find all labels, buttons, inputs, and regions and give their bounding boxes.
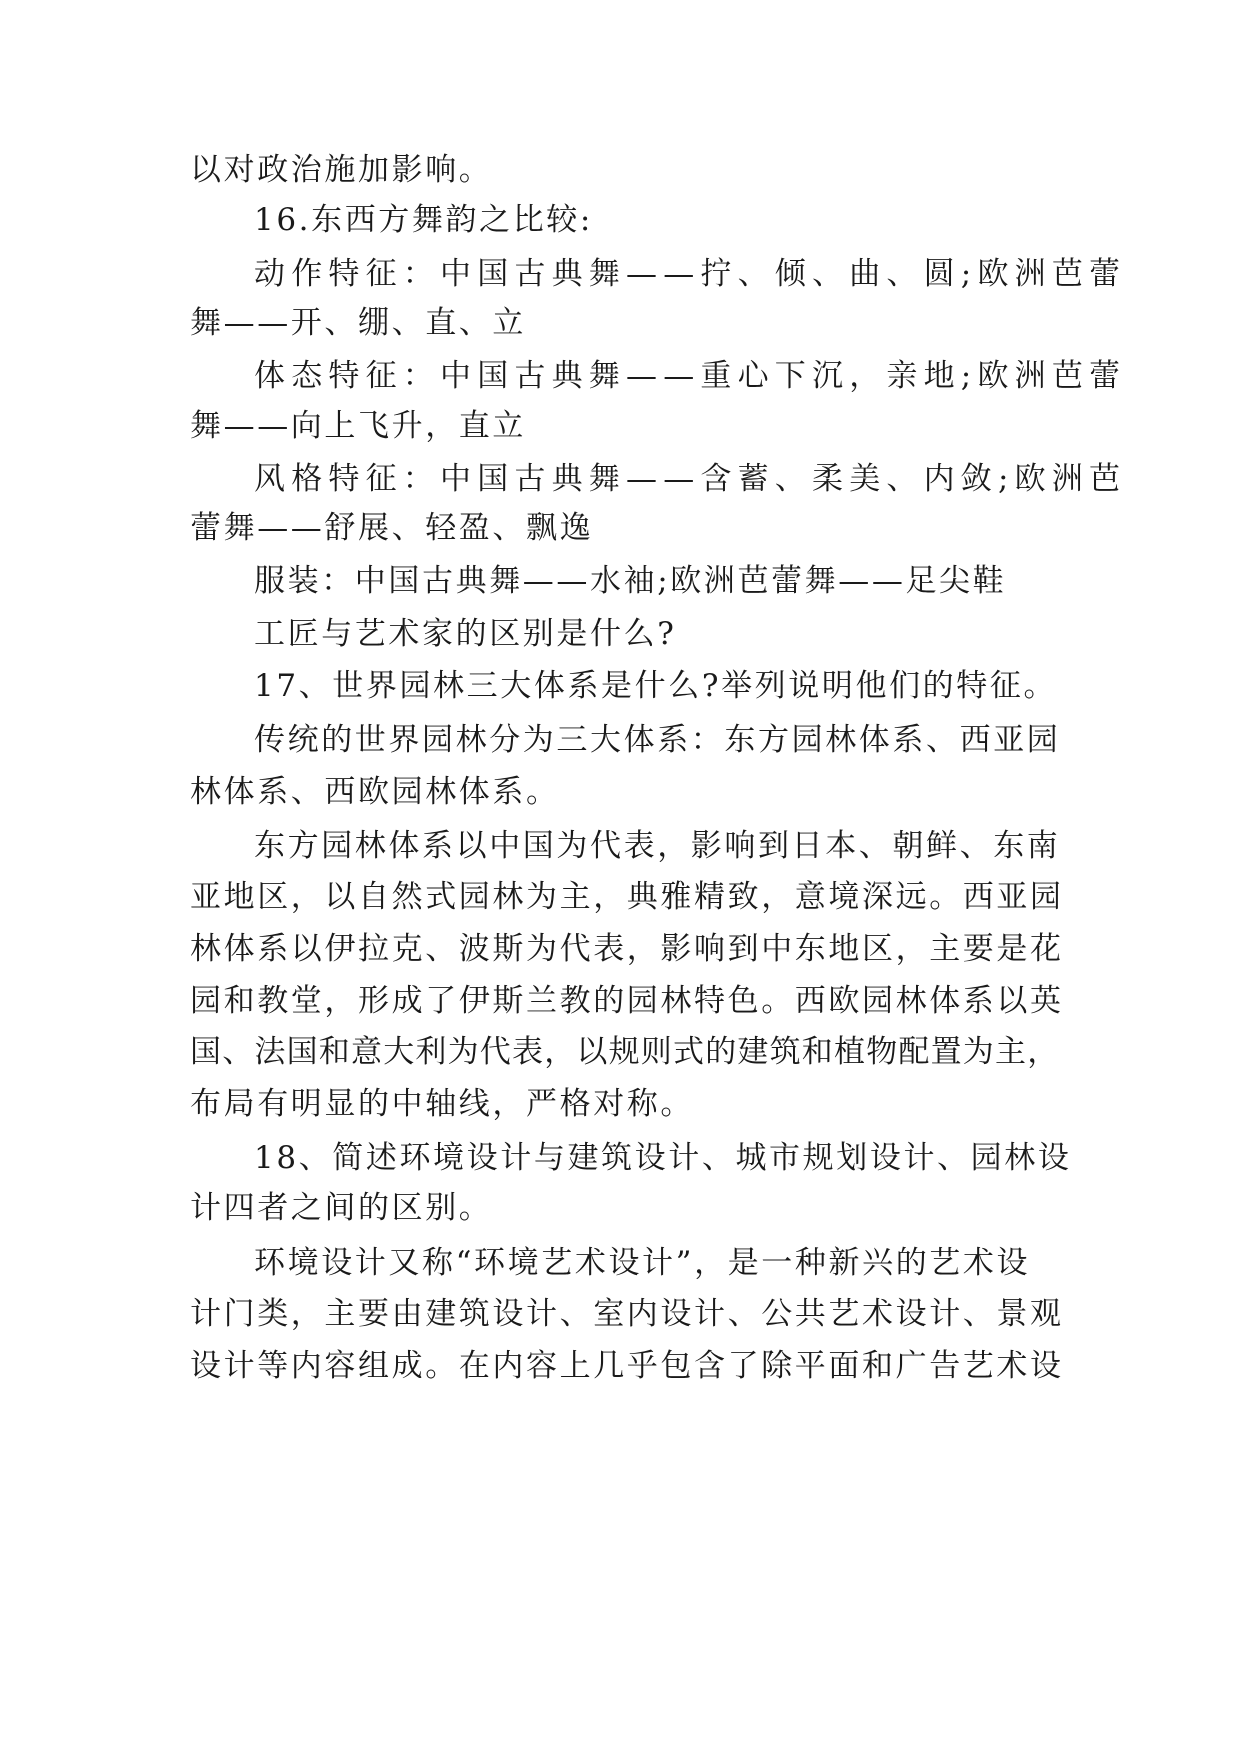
text-line: 舞——开、绷、直、立 <box>190 305 526 341</box>
text-line: 蕾舞——舒展、轻盈、飘逸 <box>190 510 594 546</box>
text-line: 亚地区，以自然式园林为主，典雅精致，意境深远。西亚园 <box>190 879 1064 915</box>
text-line: 动作特征：中国古典舞——拧、倾、曲、圆;欧洲芭蕾 <box>254 256 1127 292</box>
text-line: 国、法国和意大利为代表，以规则式的建筑和植物配置为主， <box>190 1034 1060 1070</box>
text-line: 舞——向上飞升，直立 <box>190 408 526 444</box>
text-line: 风格特征：中国古典舞——含蓄、柔美、内敛;欧洲芭 <box>254 461 1127 497</box>
text-line: 传统的世界园林分为三大体系：东方园林体系、西亚园 <box>254 722 1061 758</box>
text-line: 设计等内容组成。在内容上几乎包含了除平面和广告艺术设 <box>190 1348 1064 1384</box>
text-line: 环境设计又称“环境艺术设计”，是一种新兴的艺术设 <box>254 1245 1031 1281</box>
text-line: 东方园林体系以中国为代表，影响到日本、朝鲜、东南 <box>254 828 1061 864</box>
text-line: 工匠与艺术家的区别是什么? <box>254 616 677 652</box>
text-line: 林体系、西欧园林体系。 <box>190 774 560 810</box>
text-line: 布局有明显的中轴线，严格对称。 <box>190 1086 694 1122</box>
text-line: 以对政治施加影响。 <box>190 152 493 188</box>
text-line: 18、简述环境设计与建筑设计、城市规划设计、园林设 <box>254 1140 1072 1176</box>
text-line: 17、世界园林三大体系是什么?举列说明他们的特征。 <box>254 668 1058 704</box>
text-line: 16.东西方舞韵之比较: <box>254 202 593 238</box>
text-line: 林体系以伊拉克、波斯为代表，影响到中东地区，主要是花 <box>190 931 1064 967</box>
text-line: 计四者之间的区别。 <box>190 1190 493 1226</box>
text-line: 体态特征：中国古典舞——重心下沉，亲地;欧洲芭蕾 <box>254 358 1127 394</box>
text-line: 计门类，主要由建筑设计、室内设计、公共艺术设计、景观 <box>190 1296 1064 1332</box>
text-line: 园和教堂，形成了伊斯兰教的园林特色。西欧园林体系以英 <box>190 983 1064 1019</box>
text-line: 服装：中国古典舞——水袖;欧洲芭蕾舞——足尖鞋 <box>254 563 1007 599</box>
